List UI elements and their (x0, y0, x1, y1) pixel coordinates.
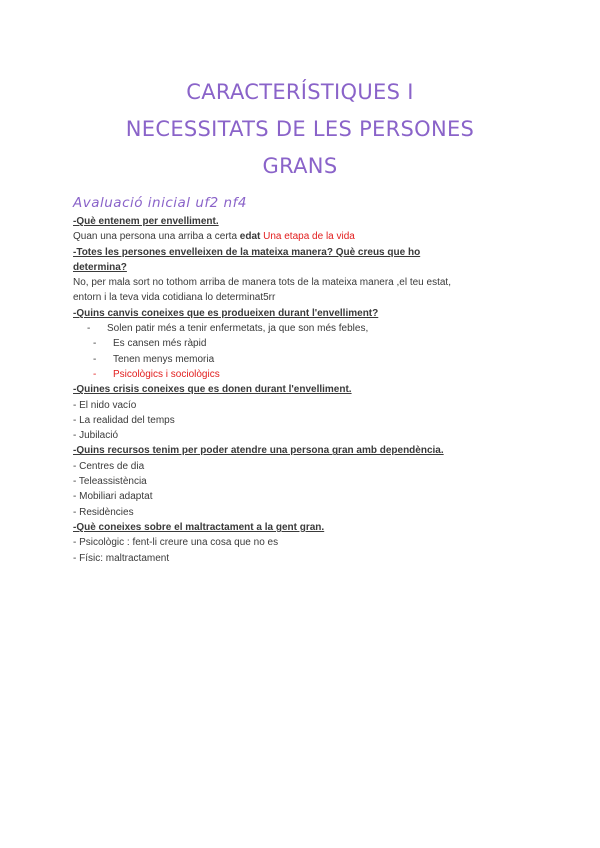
list-item: - La realidad del temps (73, 414, 175, 426)
bullet-dash: - (93, 353, 97, 365)
question-4: -Quines crisis coneixes que es donen durant l'envelliment. (73, 384, 352, 396)
list-item: - Físic: maltractament (73, 552, 170, 564)
list-item (73, 352, 473, 367)
list-item: - Psicològic : fent-li creure una cosa que no es (73, 537, 279, 549)
answer-2: No, per mala sort no tothom arriba de manera tots de la mateixa manera ,el teu estat, entorn i la teva vida cotidiana lo determinat5rr (73, 277, 451, 304)
document-body (73, 214, 473, 566)
list-item: - Mobiliari adaptat (73, 491, 153, 503)
list-item: - Teleassistència (73, 476, 147, 488)
list-item (73, 336, 473, 351)
bullet-dash: - (93, 368, 97, 380)
answer-1-highlight: Una etapa de la vida (263, 231, 355, 243)
answer-1-text: Quan una persona una arriba a certa (73, 231, 240, 243)
bullet-dash: - (87, 323, 91, 335)
list-item: - Centres de dia (73, 460, 145, 472)
question-2: -Totes les persones envelleixen de la mateixa manera? Què creus que ho determina? (73, 246, 421, 273)
list-item-text: Es cansen més ràpid (113, 338, 207, 350)
title-line-2: NECESSITATS DE LES PERSONES (125, 117, 475, 141)
title-line-3: GRANS (262, 154, 338, 178)
question-6: -Què coneixes sobre el maltractament a la gent gran. (73, 521, 325, 533)
bullet-dash: - (93, 338, 97, 350)
title-line-1: CARACTERÍSTIQUES I (186, 80, 414, 104)
list-item: - El nido vacío (73, 399, 137, 411)
question-1: -Què entenem per envelliment. (73, 216, 219, 227)
question-5: -Quins recursos tenim per poder atendre una persona gran amb dependència. (73, 445, 444, 457)
list-item (73, 367, 473, 382)
list-item-text: Psicològics i sociològics (113, 368, 220, 380)
list-item: - Residències (73, 506, 134, 518)
document-subtitle: Avaluació inicial uf2 nf4 (73, 195, 247, 211)
list-item: - Jubilació (73, 430, 119, 442)
list-item-text: Tenen menys memoria (113, 353, 215, 365)
answer-1-bold: edat (239, 231, 261, 243)
question-3: -Quins canvis coneixes que es produeixen durant l'envelliment? (73, 307, 379, 319)
list-item-text: Solen patir més a tenir enfermetats, ja que son més febles, (107, 323, 369, 335)
list-item (73, 321, 473, 336)
document-title (60, 74, 540, 185)
answer-1 (73, 229, 473, 244)
